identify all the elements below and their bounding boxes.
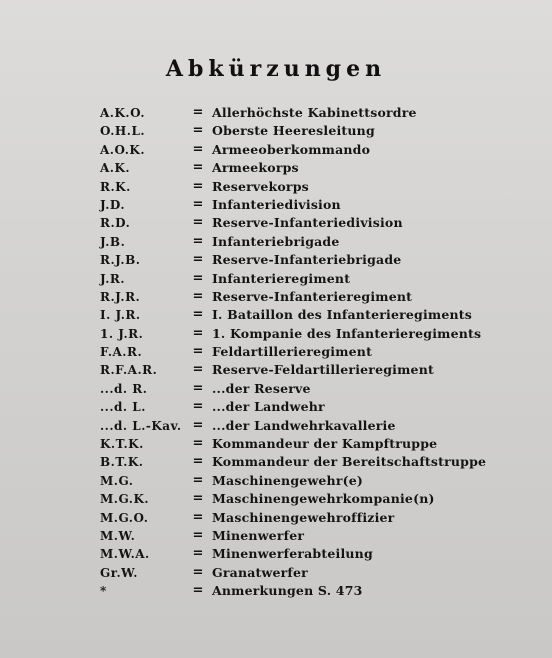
abbreviation-meaning: Oberste Heeresleitung — [212, 123, 375, 139]
equals-sign: = — [192, 288, 204, 304]
equals-sign: = — [192, 564, 204, 580]
abbreviation-meaning: Armeekorps — [212, 160, 299, 176]
equals-sign: = — [192, 472, 204, 488]
abbreviation-row — [100, 288, 520, 306]
equals-sign: = — [192, 344, 204, 360]
abbreviation-meaning: ...der Landwehr — [212, 399, 325, 415]
abbreviation-row — [100, 306, 520, 324]
equals-sign: = — [192, 417, 204, 433]
abbreviation-meaning: Maschinengewehroffizier — [212, 509, 395, 525]
equals-sign: = — [192, 583, 204, 599]
abbreviation-code: A.K.O. — [100, 106, 146, 120]
abbreviation-row — [100, 343, 520, 361]
abbreviation-code: ...d. L. — [100, 400, 146, 415]
abbreviation-code: M.W. — [100, 528, 136, 543]
abbreviation-code: B.T.K. — [100, 455, 144, 470]
equals-sign: = — [192, 509, 204, 525]
abbreviation-row — [100, 122, 520, 140]
abbreviation-meaning: Armeeoberkommando — [212, 141, 371, 157]
abbreviation-row — [100, 159, 520, 177]
abbreviation-meaning: ...der Reserve — [212, 380, 311, 396]
abbreviation-meaning: Kommandeur der Kampftruppe — [212, 436, 438, 452]
abbreviation-code: * — [100, 584, 107, 599]
abbreviation-row — [100, 472, 520, 490]
equals-sign: = — [192, 141, 204, 157]
abbreviation-code: ...d. R. — [100, 381, 148, 396]
abbreviation-code: J.R. — [100, 271, 126, 286]
equals-sign: = — [192, 527, 204, 543]
equals-sign: = — [192, 160, 204, 176]
abbreviation-code: M.G.K. — [100, 492, 150, 507]
abbreviation-row — [100, 398, 520, 416]
abbreviation-code: K.T.K. — [100, 437, 144, 452]
equals-sign: = — [192, 233, 204, 249]
abbreviation-meaning: Reserve-Infanteriebrigade — [212, 252, 402, 268]
abbreviation-code: Gr.W. — [100, 565, 138, 580]
abbreviation-row — [100, 270, 520, 288]
abbreviation-code: J.D. — [100, 197, 126, 212]
abbreviation-row — [100, 564, 520, 582]
abbreviation-meaning: Reservekorps — [212, 178, 309, 194]
abbreviation-meaning: Reserve-Infanterieregiment — [212, 288, 413, 304]
abbreviation-meaning: Infanteriebrigade — [212, 233, 340, 249]
abbreviation-code: R.K. — [100, 179, 131, 194]
abbreviation-meaning: ...der Landwehrkavallerie — [212, 417, 396, 433]
equals-sign: = — [192, 491, 204, 507]
abbreviation-code: M.G. — [100, 473, 134, 488]
equals-sign: = — [192, 362, 204, 378]
abbreviation-meaning: Kommandeur der Bereitschaftstruppe — [212, 454, 487, 470]
abbreviation-meaning: Minenwerferabteilung — [212, 546, 373, 562]
equals-sign: = — [192, 105, 204, 120]
abbreviation-row — [100, 361, 520, 379]
abbreviation-row — [100, 141, 520, 159]
equals-sign: = — [192, 252, 204, 268]
equals-sign: = — [192, 270, 204, 286]
abbreviation-code: F.A.R. — [100, 345, 143, 360]
abbreviation-meaning: 1. Kompanie des Infanterieregiments — [212, 325, 482, 341]
abbreviation-meaning: Feldartillerieregiment — [212, 344, 373, 360]
abbreviation-code: I. J.R. — [100, 308, 141, 323]
equals-sign: = — [192, 454, 204, 470]
abbreviation-code: 1. J.R. — [100, 326, 144, 341]
abbreviation-row — [100, 417, 520, 435]
abbreviation-row — [100, 233, 520, 251]
abbreviation-row — [100, 509, 520, 527]
equals-sign: = — [192, 380, 204, 396]
abbreviation-row — [100, 435, 520, 453]
equals-sign: = — [192, 178, 204, 194]
abbreviation-meaning: Anmerkungen S. 473 — [212, 583, 363, 599]
abbreviation-meaning: Allerhöchste Kabinettsordre — [212, 105, 417, 120]
abbreviation-list — [100, 104, 520, 601]
abbreviation-row — [100, 490, 520, 508]
abbreviation-meaning: Reserve-Infanteriedivision — [212, 215, 403, 231]
abbreviation-code: J.B. — [100, 234, 126, 249]
abbreviation-meaning: Reserve-Feldartillerieregiment — [212, 362, 434, 378]
abbreviation-code: A.K. — [100, 161, 131, 176]
abbreviation-row — [100, 527, 520, 545]
abbreviation-row — [100, 325, 520, 343]
abbreviation-code: R.J.B. — [100, 253, 141, 268]
page-title: Abkürzungen — [165, 56, 387, 82]
abbreviation-row — [100, 104, 520, 122]
abbreviation-meaning: Maschinengewehr(e) — [212, 472, 364, 488]
abbreviation-meaning: Granatwerfer — [212, 564, 308, 580]
equals-sign: = — [192, 123, 204, 139]
abbreviation-row — [100, 545, 520, 563]
abbreviation-meaning: Infanteriedivision — [212, 196, 341, 212]
abbreviation-row — [100, 251, 520, 269]
abbreviation-code: A.O.K. — [100, 142, 146, 157]
abbreviation-code: R.D. — [100, 216, 131, 231]
abbreviation-code: O.H.L. — [100, 124, 146, 139]
abbreviation-meaning: Maschinengewehrkompanie(n) — [212, 491, 435, 507]
abbreviation-code: R.J.R. — [100, 289, 141, 304]
abbreviation-code: ...d. L.-Kav. — [100, 418, 182, 433]
abbreviation-meaning: I. Bataillon des Infanterieregiments — [212, 307, 473, 323]
abbreviation-code: M.W.A. — [100, 547, 150, 562]
equals-sign: = — [192, 307, 204, 323]
abbreviation-meaning: Minenwerfer — [212, 527, 305, 543]
equals-sign: = — [192, 196, 204, 212]
abbreviation-row — [100, 214, 520, 232]
abbreviation-code: R.F.A.R. — [100, 363, 158, 378]
abbreviation-row — [100, 380, 520, 398]
abbreviation-code: M.G.O. — [100, 510, 149, 525]
equals-sign: = — [192, 399, 204, 415]
equals-sign: = — [192, 325, 204, 341]
abbreviation-row — [100, 582, 520, 600]
equals-sign: = — [192, 215, 204, 231]
abbreviation-row — [100, 178, 520, 196]
equals-sign: = — [192, 436, 204, 452]
abbreviation-row — [100, 453, 520, 471]
equals-sign: = — [192, 546, 204, 562]
abbreviation-meaning: Infanterieregiment — [212, 270, 351, 286]
abbreviation-row — [100, 196, 520, 214]
